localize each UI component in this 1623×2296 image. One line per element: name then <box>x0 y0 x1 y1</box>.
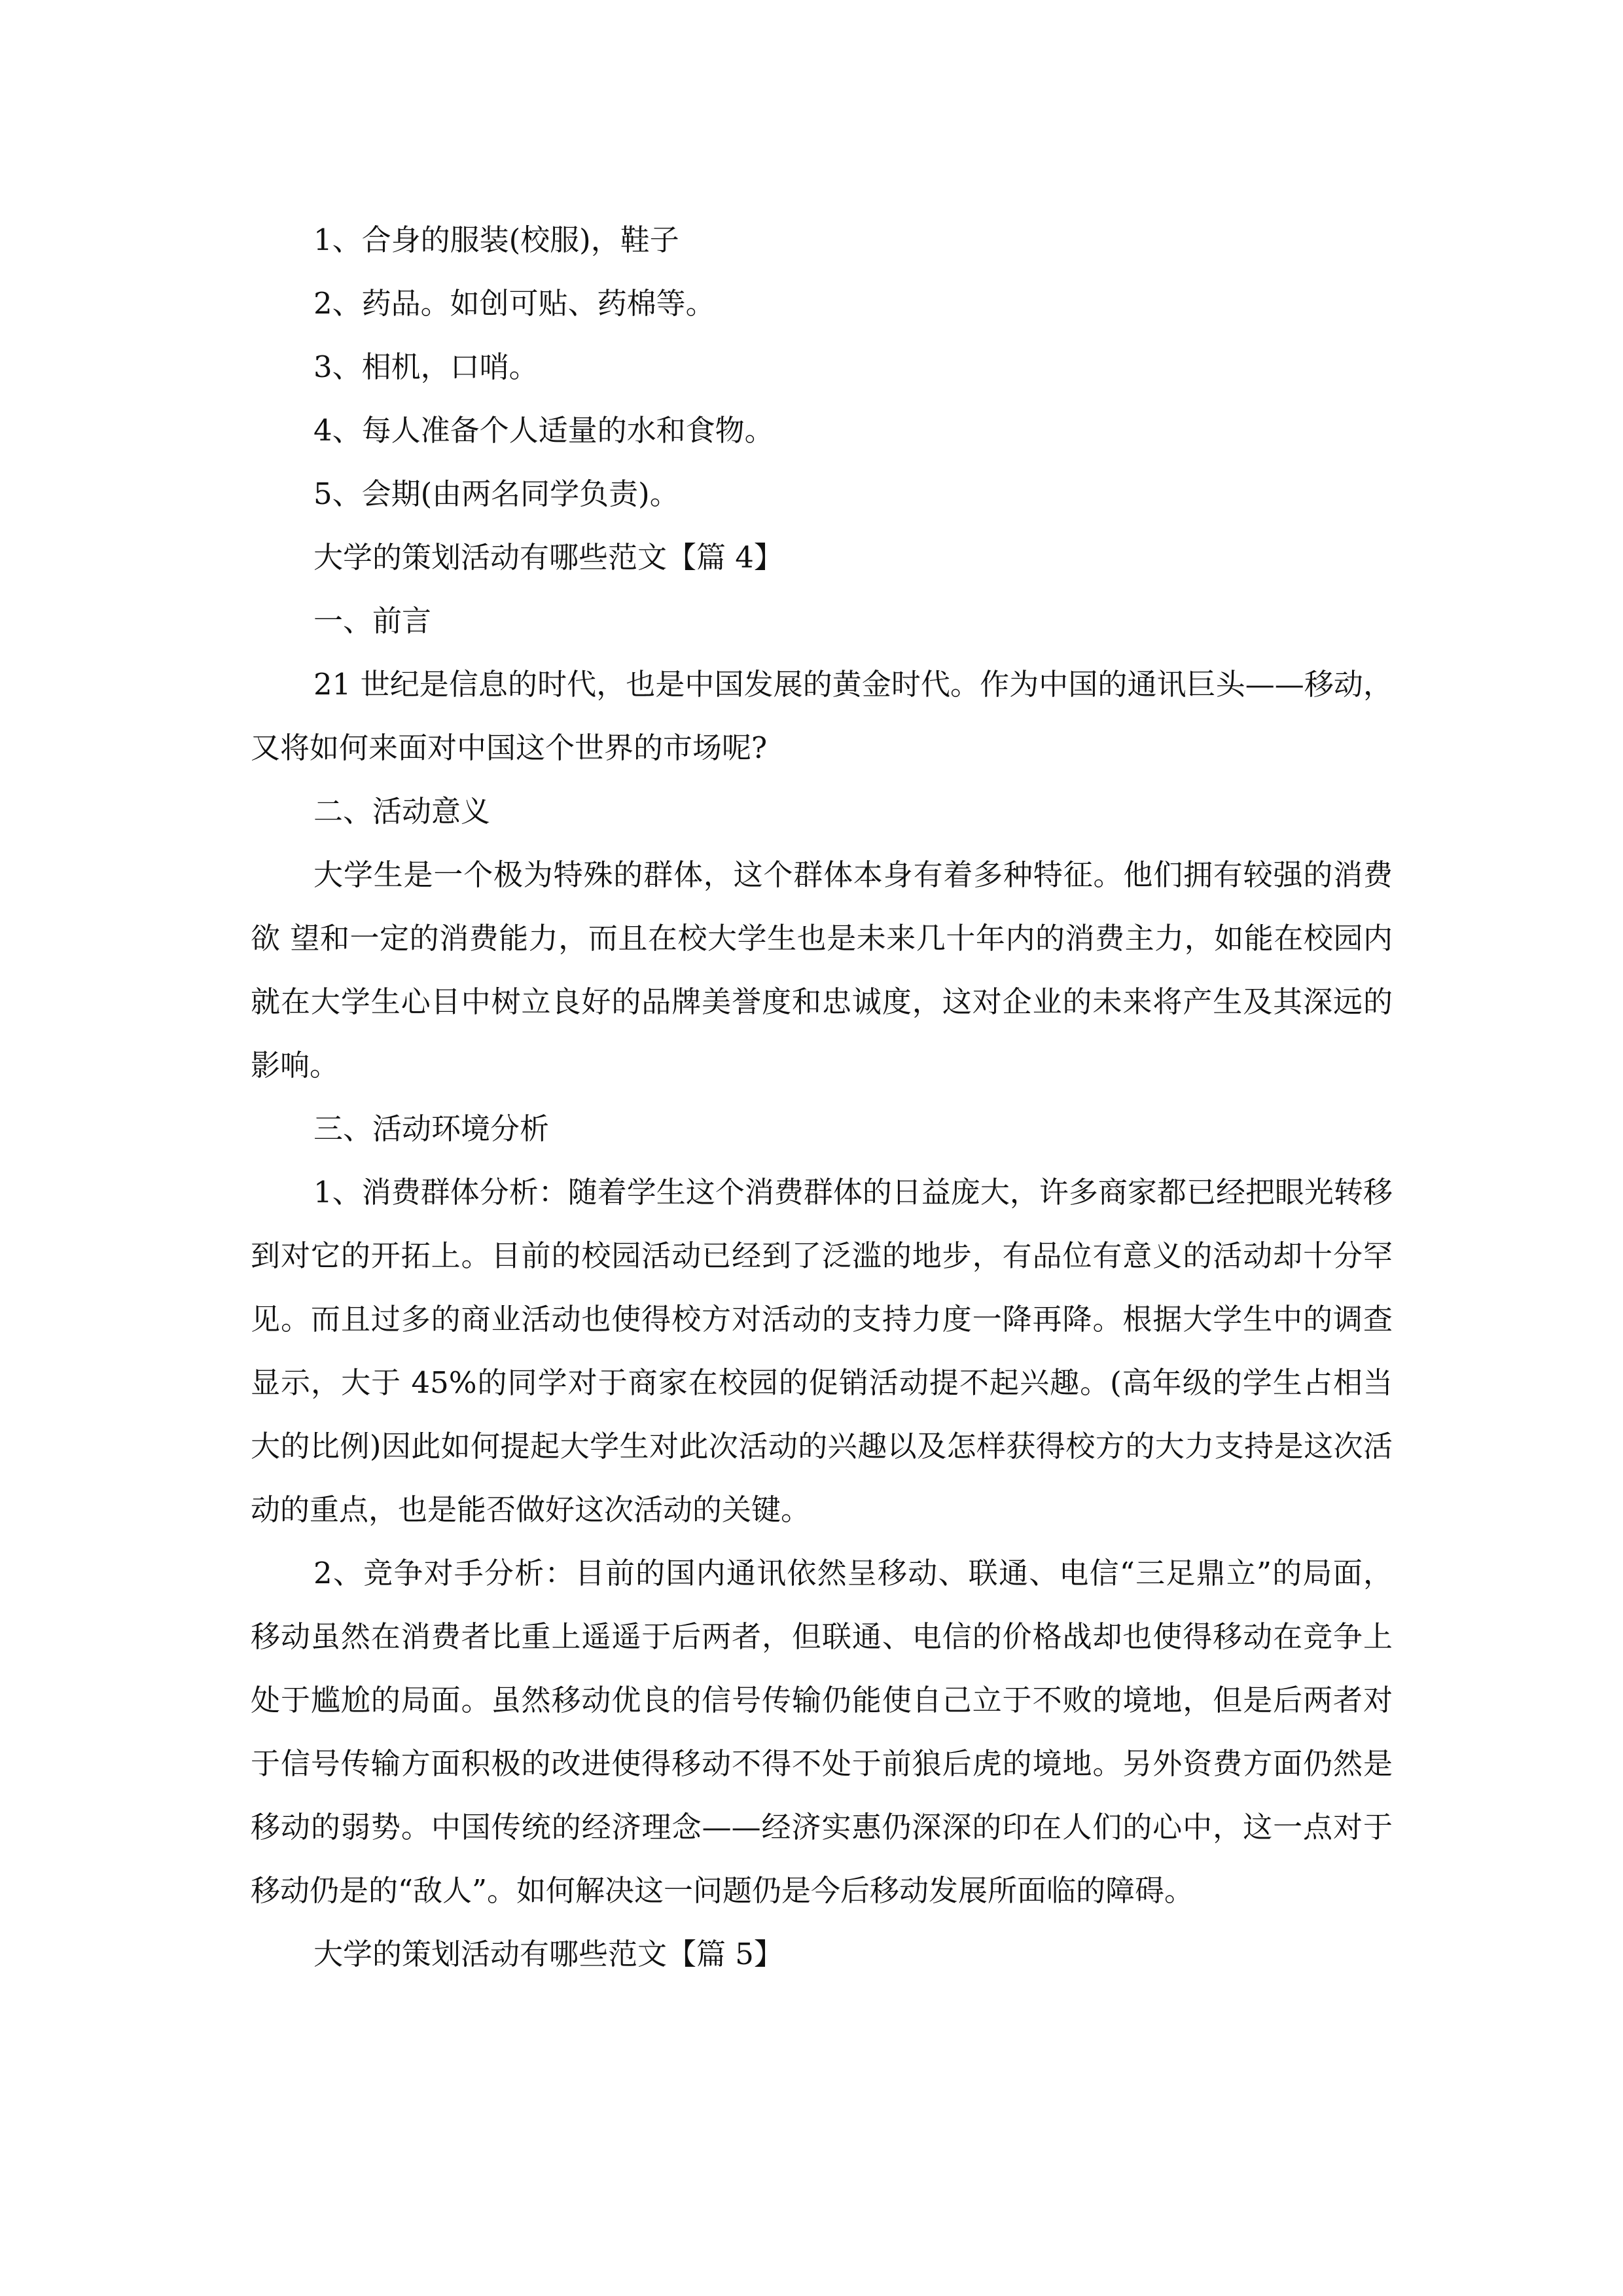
list-item: 3、相机，口哨。 <box>313 350 539 384</box>
list-item: 2、药品。如创可贴、药棉等。 <box>313 286 715 321</box>
meaning-paragraph: 大学生是一个极为特殊的群体，这个群体本身有着多种特征。他们拥有较强的消费欲 望和一定的消费能力，而且在校大学生也是未来几十年内的消费主力，如能在校园内就在大学生心目中树立良好的品牌美誉度和忠诚度，这对企业的未来将产生及其深远的影响。 <box>251 857 1393 1083</box>
consumer-analysis-paragraph: 1、消费群体分析：随着学生这个消费群体的日益庞大，许多商家都已经把眼光转移到对它的开拓上。目前的校园活动已经到了泛滥的地步，有品位有意义的活动却十分罕见。而且过多的商业活动也使得校方对活动的支持力度一降再降。根据大学生中的调查显示，大于 45%的同学对于商家在校园的促销活动提不起兴趣。(高年级的学生占相当大的比例)因此如何提起大学生对此次活动的兴趣以及怎样获得校方的大力支持是这次活动的重点，也是能否做好这次活动的关键。 <box>251 1175 1393 1527</box>
preface-heading: 一、前言 <box>313 603 432 638</box>
section-4-heading: 大学的策划活动有哪些范文【篇 4】 <box>313 540 783 575</box>
section-5-heading: 大学的策划活动有哪些范文【篇 5】 <box>313 1937 783 1971</box>
document-body <box>251 208 1393 1986</box>
environment-heading: 三、活动环境分析 <box>313 1111 550 1146</box>
list-item: 1、合身的服装(校服)，鞋子 <box>313 223 679 257</box>
list-item: 4、每人准备个人适量的水和食物。 <box>313 413 774 448</box>
competitor-analysis-paragraph: 2、竞争对手分析：目前的国内通讯依然呈移动、联通、电信“三足鼎立”的局面，移动虽然在消费者比重上遥遥于后两者，但联通、电信的价格战却也使得移动在竞争上处于尴尬的局面。虽然移动优良的信号传输仍能使自己立于不败的境地，但是后两者对于信号传输方面积极的改进使得移动不得不处于前狼后虎的境地。另外资费方面仍然是移动的弱势。中国传统的经济理念——经济实惠仍深深的印在人们的心中，这一点对于移动仍是的“敌人”。如何解决这一问题仍是今后移动发展所面临的障碍。 <box>251 1556 1393 1908</box>
preface-paragraph: 21 世纪是信息的时代，也是中国发展的黄金时代。作为中国的通讯巨头——移动，又将如何来面对中国这个世界的市场呢? <box>251 667 1393 765</box>
meaning-heading: 二、活动意义 <box>313 794 491 829</box>
list-item: 5、会期(由两名同学负责)。 <box>313 476 679 511</box>
